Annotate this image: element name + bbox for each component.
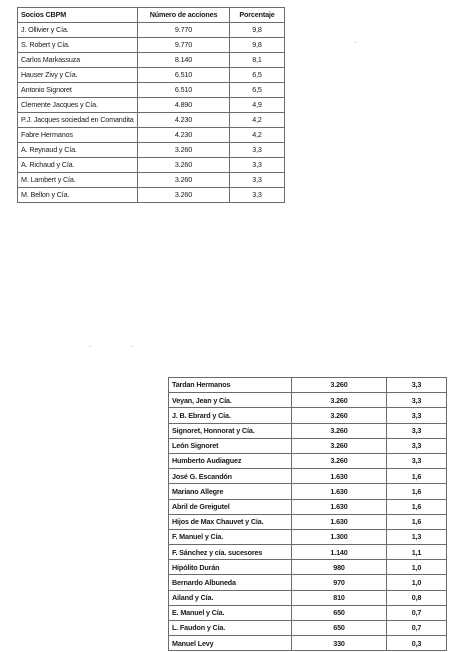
percentage-cell: 4,2 <box>230 113 285 128</box>
percentage-cell: 3,3 <box>387 438 447 453</box>
table-row <box>169 423 447 438</box>
shares-cell: 1.140 <box>292 545 387 560</box>
partner-name-cell: S. Robert y Cía. <box>18 38 138 53</box>
percentage-cell: 6,5 <box>230 83 285 98</box>
table-row <box>18 53 285 68</box>
percentage-cell: 8,1 <box>230 53 285 68</box>
partner-name-cell: A. Reynaud y Cía. <box>18 143 138 158</box>
table-row <box>169 590 447 605</box>
percentage-cell: 3,3 <box>230 158 285 173</box>
table-row <box>18 83 285 98</box>
shareholders-table-top <box>17 7 285 203</box>
partner-name-cell: Carlos Markassuza <box>18 53 138 68</box>
table-row <box>169 378 447 393</box>
shares-cell: 1.630 <box>292 469 387 484</box>
shares-cell: 9.770 <box>138 38 230 53</box>
partner-name-cell: Manuel Levy <box>169 636 292 651</box>
shares-cell: 650 <box>292 621 387 636</box>
percentage-cell: 0,7 <box>387 605 447 620</box>
table-header-row <box>18 8 285 23</box>
shares-cell: 6.510 <box>138 68 230 83</box>
percentage-cell: 1,6 <box>387 514 447 529</box>
partner-name-cell: José G. Escandón <box>169 469 292 484</box>
percentage-cell: 3,3 <box>230 143 285 158</box>
table-row <box>18 23 285 38</box>
percentage-cell: 3,3 <box>387 423 447 438</box>
percentage-cell: 4,2 <box>230 128 285 143</box>
shares-cell: 4.230 <box>138 128 230 143</box>
shares-cell: 3.260 <box>138 173 230 188</box>
partner-name-cell: Tardan Hermanos <box>169 378 292 393</box>
partner-name-cell: J. B. Ebrard y Cía. <box>169 408 292 423</box>
shares-cell: 3.260 <box>292 408 387 423</box>
percentage-cell: 3,3 <box>230 173 285 188</box>
partner-name-cell: M. Bellon y Cía. <box>18 188 138 203</box>
shares-cell: 650 <box>292 605 387 620</box>
scan-speck <box>89 346 91 347</box>
table-row <box>169 545 447 560</box>
scan-speck <box>354 42 356 43</box>
percentage-cell: 9,8 <box>230 38 285 53</box>
table-row <box>169 605 447 620</box>
table-row <box>169 636 447 651</box>
table-row <box>18 188 285 203</box>
shares-cell: 810 <box>292 590 387 605</box>
table-row <box>169 575 447 590</box>
partner-name-cell: Bernardo Albuneda <box>169 575 292 590</box>
header-percentage: Porcentaje <box>230 8 285 23</box>
shares-cell: 1.630 <box>292 484 387 499</box>
partner-name-cell: Abril de Greigutel <box>169 499 292 514</box>
table-row <box>169 438 447 453</box>
shares-cell: 980 <box>292 560 387 575</box>
table-row <box>18 68 285 83</box>
table-row <box>18 158 285 173</box>
partner-name-cell: A. Richaud y Cía. <box>18 158 138 173</box>
partner-name-cell: Signoret, Honnorat y Cía. <box>169 423 292 438</box>
shares-cell: 3.260 <box>292 378 387 393</box>
partner-name-cell: Hijos de Max Chauvet y Cía. <box>169 514 292 529</box>
partner-name-cell: Fabre Hermanos <box>18 128 138 143</box>
shares-cell: 4.890 <box>138 98 230 113</box>
percentage-cell: 1,0 <box>387 560 447 575</box>
percentage-cell: 1,1 <box>387 545 447 560</box>
table-row <box>18 98 285 113</box>
shares-cell: 8.140 <box>138 53 230 68</box>
partner-name-cell: F. Manuel y Cía. <box>169 529 292 544</box>
scan-speck <box>131 346 133 347</box>
percentage-cell: 1,0 <box>387 575 447 590</box>
shares-cell: 3.260 <box>138 143 230 158</box>
shares-cell: 3.260 <box>292 453 387 468</box>
shares-cell: 6.510 <box>138 83 230 98</box>
percentage-cell: 0,7 <box>387 621 447 636</box>
shares-cell: 3.260 <box>138 188 230 203</box>
partner-name-cell: Antonio Signoret <box>18 83 138 98</box>
table-row <box>169 453 447 468</box>
shares-cell: 1.300 <box>292 529 387 544</box>
shareholders-table-bottom <box>168 377 447 651</box>
percentage-cell: 1,6 <box>387 484 447 499</box>
shares-cell: 1.630 <box>292 514 387 529</box>
percentage-cell: 3,3 <box>230 188 285 203</box>
partner-name-cell: F. Sánchez y cía. sucesores <box>169 545 292 560</box>
percentage-cell: 1,6 <box>387 499 447 514</box>
partner-name-cell: Ailand y Cía. <box>169 590 292 605</box>
shares-cell: 3.260 <box>138 158 230 173</box>
partner-name-cell: Mariano Allegre <box>169 484 292 499</box>
percentage-cell: 0,8 <box>387 590 447 605</box>
shares-cell: 970 <box>292 575 387 590</box>
partner-name-cell: M. Lambert y Cía. <box>18 173 138 188</box>
percentage-cell: 1,3 <box>387 529 447 544</box>
percentage-cell: 6,5 <box>230 68 285 83</box>
partner-name-cell: Hipólito Durán <box>169 560 292 575</box>
shares-cell: 330 <box>292 636 387 651</box>
table-row <box>169 499 447 514</box>
partner-name-cell: J. Ollivier y Cía. <box>18 23 138 38</box>
table-row <box>18 173 285 188</box>
partner-name-cell: L. Faudon y Cía. <box>169 621 292 636</box>
table-row <box>169 393 447 408</box>
shares-cell: 3.260 <box>292 438 387 453</box>
table-row <box>18 113 285 128</box>
shares-cell: 3.260 <box>292 393 387 408</box>
table-row <box>18 38 285 53</box>
table-row <box>18 143 285 158</box>
shares-cell: 3.260 <box>292 423 387 438</box>
table-row <box>18 128 285 143</box>
percentage-cell: 4,9 <box>230 98 285 113</box>
percentage-cell: 0,3 <box>387 636 447 651</box>
partner-name-cell: P.J. Jacques sociedad en Comandita <box>18 113 138 128</box>
partner-name-cell: Veyan, Jean y Cía. <box>169 393 292 408</box>
percentage-cell: 3,3 <box>387 408 447 423</box>
partner-name-cell: Clemente Jacques y Cía. <box>18 98 138 113</box>
header-shares: Número de acciones <box>138 8 230 23</box>
table-row <box>169 469 447 484</box>
table-row <box>169 408 447 423</box>
shares-cell: 1.630 <box>292 499 387 514</box>
header-partners: Socios CBPM <box>18 8 138 23</box>
table-row <box>169 484 447 499</box>
table-row <box>169 621 447 636</box>
partner-name-cell: León Signoret <box>169 438 292 453</box>
table-row <box>169 529 447 544</box>
table-row <box>169 560 447 575</box>
table-row <box>169 514 447 529</box>
partner-name-cell: E. Manuel y Cía. <box>169 605 292 620</box>
partner-name-cell: Humberto Audiaguez <box>169 453 292 468</box>
percentage-cell: 9,8 <box>230 23 285 38</box>
partner-name-cell: Hauser Zivy y Cía. <box>18 68 138 83</box>
percentage-cell: 3,3 <box>387 453 447 468</box>
percentage-cell: 1,6 <box>387 469 447 484</box>
shares-cell: 9.770 <box>138 23 230 38</box>
percentage-cell: 3,3 <box>387 378 447 393</box>
percentage-cell: 3,3 <box>387 393 447 408</box>
shares-cell: 4.230 <box>138 113 230 128</box>
